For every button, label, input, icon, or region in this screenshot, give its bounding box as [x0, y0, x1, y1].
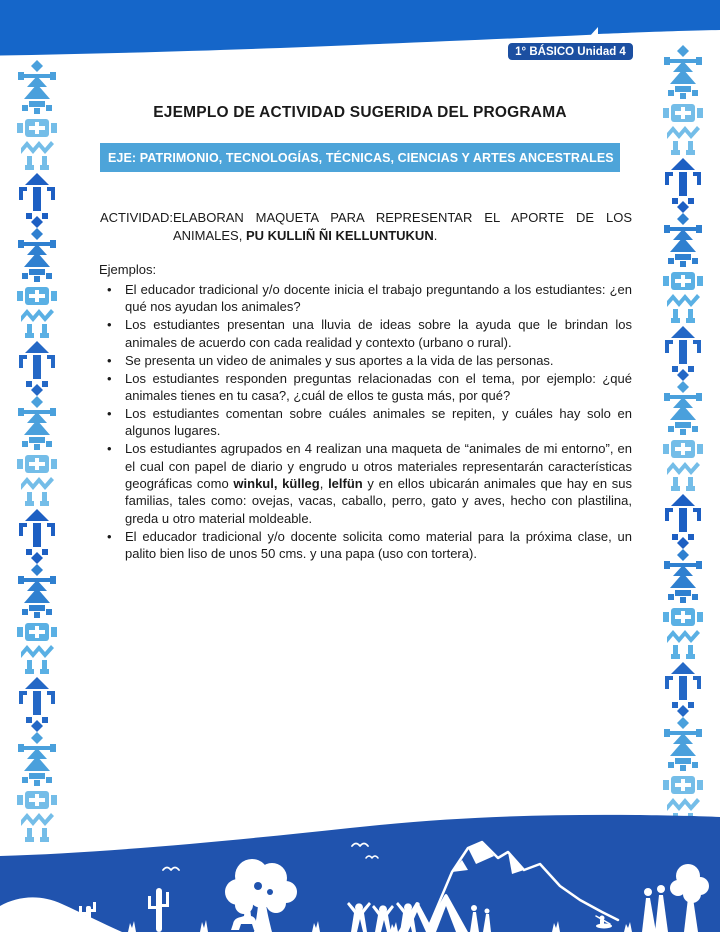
- andean-motif-icon: [18, 60, 56, 114]
- andean-motif-icon: [18, 396, 56, 450]
- andean-motif-icon: [664, 381, 702, 435]
- bullet-item: • El educador tradicional y/o docente solicita como material para la próxima clase, un palito bien liso de unos 50 cms. y una papa (uso con tortera).: [100, 528, 632, 563]
- andean-motif-icon: [17, 287, 57, 338]
- page-title: EJEMPLO DE ACTIVIDAD SUGERIDA DEL PROGRAMA: [153, 104, 567, 121]
- andean-motif-icon: [19, 173, 55, 228]
- andean-motif-icon: [18, 732, 56, 786]
- andean-motif-icon: [19, 677, 55, 732]
- andean-motif-icon: [663, 104, 703, 155]
- bullet-item: • Los estudiantes comentan sobre cuáles animales se repiten, y cuáles hay solo en algunos lugares.: [100, 405, 632, 440]
- andean-motif-icon: [664, 45, 702, 99]
- andean-motif-icon: [17, 623, 57, 674]
- examples-label: Ejemplos:: [99, 262, 157, 277]
- andean-motif-icon: [664, 549, 702, 603]
- andean-motif-icon: [17, 119, 57, 170]
- andean-motif-icon: [19, 341, 55, 396]
- bullet-item: • Los estudiantes agrupados en 4 realizan una maqueta de “animales de mi entorno”, en el cual con papel de diario y engrudo u otros materiales representarán características geográficas como winkul, külleg, lelfün y en ellos ubicarán animales que hay en sus familias, tales como: ovejas, vacas, caballo, perro, gato y aves, hecho con plastilina, greda u otro material moldeable.: [100, 440, 632, 527]
- andean-motif-icon: [664, 213, 702, 267]
- left-ornamental-border: [16, 60, 58, 848]
- andean-motif-icon: [663, 272, 703, 323]
- activity-text: ELABORAN MAQUETA PARA REPRESENTAR EL APORTE DE LOS ANIMALES, PU KULLIÑ ÑI KELLUNTUKUN.: [172, 210, 632, 243]
- andean-motif-icon: [665, 326, 701, 381]
- right-ornamental-border: [662, 45, 704, 833]
- bullet-item: • Se presenta un video de animales y sus aportes a la vida de las personas.: [100, 352, 632, 369]
- andean-motif-icon: [665, 158, 701, 213]
- andean-motif-icon: [18, 228, 56, 282]
- bullet-item: • Los estudiantes presentan una lluvia de ideas sobre la ayuda que le brindan los animales de acuerdo con cada realidad y contexto (urbano o rural).: [100, 316, 632, 351]
- activity-label: ACTIVIDAD:: [100, 210, 173, 225]
- andean-motif-icon: [663, 440, 703, 491]
- andean-motif-icon: [663, 608, 703, 659]
- andean-motif-icon: [19, 509, 55, 564]
- bullet-item: • El educador tradicional y/o docente inicia el trabajo preguntando a los estudiantes: ¿en qué nos ayudan los animales?: [100, 281, 632, 316]
- andean-motif-icon: [665, 494, 701, 549]
- footer-landscape-illustration: [0, 812, 720, 932]
- examples-bullet-list: [100, 281, 632, 563]
- activity-block: [100, 209, 632, 244]
- andean-motif-icon: [18, 564, 56, 618]
- andean-motif-icon: [664, 717, 702, 771]
- unit-badge: 1° BÁSICO Unidad 4: [506, 41, 635, 62]
- andean-motif-icon: [665, 662, 701, 717]
- bullet-item: • Los estudiantes responden preguntas relacionadas con el tema, por ejemplo: ¿qué animales tienes en tu casa?, ¿cuál de ellos te gusta más, por qué?: [100, 370, 632, 405]
- eje-banner: EJE: PATRIMONIO, TECNOLOGÍAS, TÉCNICAS, CIENCIAS Y ARTES ANCESTRALES: [100, 143, 620, 172]
- andean-motif-icon: [17, 455, 57, 506]
